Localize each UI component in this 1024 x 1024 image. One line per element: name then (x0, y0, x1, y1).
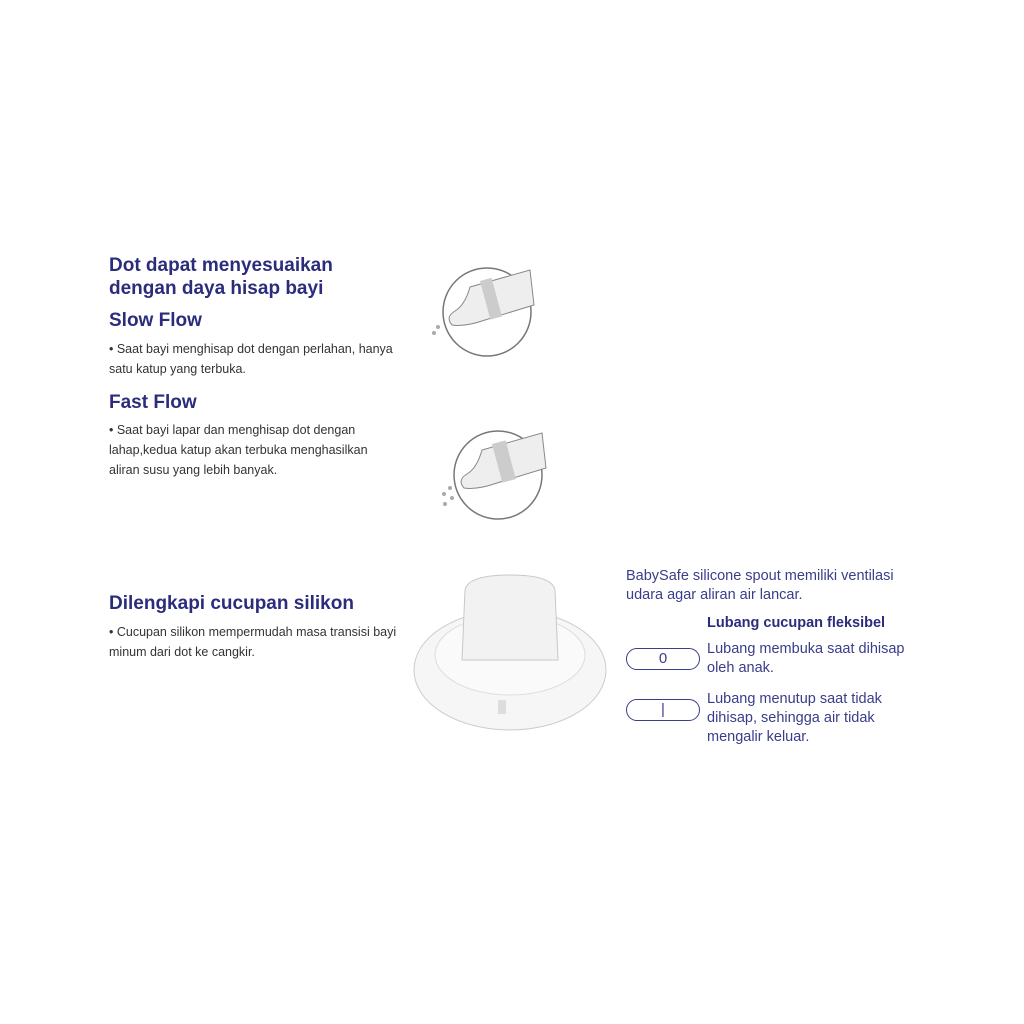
flexible-hole-heading: Lubang cucupan fleksibel (707, 615, 886, 631)
title-line: dengan daya hisap bayi (109, 278, 324, 299)
title-line: Dot dapat menyesuaikan (109, 255, 333, 276)
slow-flow-text: • Saat bayi menghisap dot dengan perlahan, hanya satu katup yang terbuka. (109, 342, 393, 376)
spout-text: • Cucupan silikon mempermudah masa transisi bayi minum dari dot ke cangkir. (109, 625, 397, 659)
slow-flow-nipple-illustration (430, 265, 540, 365)
fast-flow-title: Fast Flow (109, 392, 197, 413)
fast-flow-nipple-illustration (432, 428, 552, 523)
section-title (109, 254, 333, 300)
open-hole-text: Lubang membuka saat dihisap oleh anak. (707, 641, 905, 676)
closed-hole-icon: | (626, 699, 700, 721)
open-hole-icon: 0 (626, 648, 700, 670)
spout-title: Dilengkapi cucupan silikon (109, 593, 354, 614)
slow-flow-title: Slow Flow (109, 310, 202, 331)
silicone-spout-illustration (410, 570, 610, 740)
fast-flow-text: • Saat bayi lapar dan menghisap dot dengan lahap,kedua katup akan terbuka menghasilkan aliran susu yang lebih banyak. (109, 423, 368, 477)
spout-intro: BabySafe silicone spout memiliki ventilasi udara agar aliran air lancar. (626, 568, 894, 603)
closed-hole-text: Lubang menutup saat tidak dihisap, sehingga air tidak mengalir keluar. (707, 691, 882, 745)
